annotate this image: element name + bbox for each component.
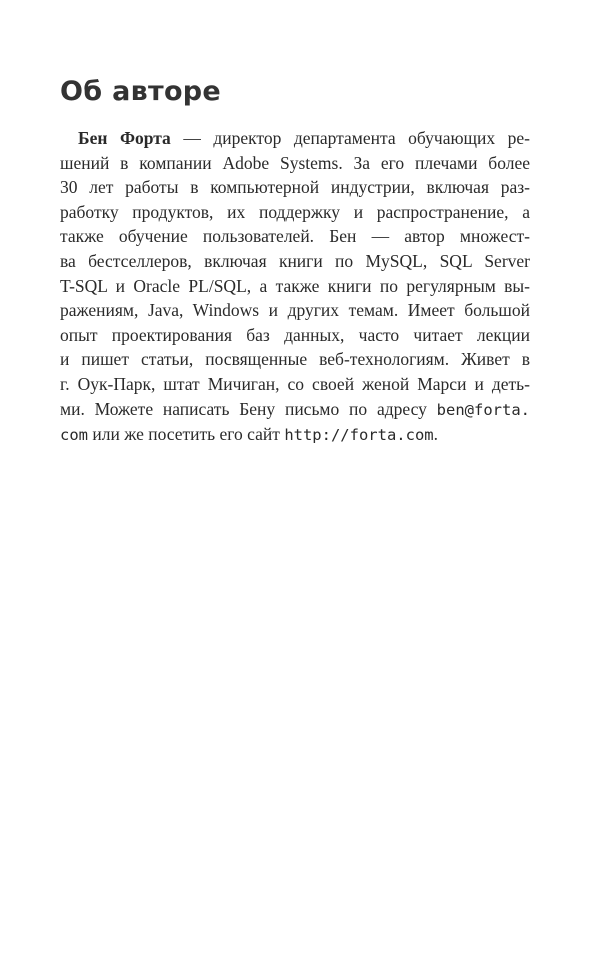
bio-line-7: T-SQL и Oracle PL/SQL, а также книги по регулярным вы- <box>60 275 530 296</box>
bio-text: ми. Можете написать Бену письмо по адресу <box>60 398 437 419</box>
bio-line-2: шений в компании Adobe Systems. За его плечами более <box>60 152 530 173</box>
website-url: http://forta.com <box>284 426 434 445</box>
section-title: Об авторе <box>60 76 222 107</box>
bio-line-6: ва бестселлеров, включая книги по MySQL, SQL Server <box>60 250 530 271</box>
bio-text: или же посетить его сайт <box>88 424 285 445</box>
bio-line-4: работку продуктов, их поддержку и распространение, а <box>60 201 530 222</box>
author-bio-paragraph <box>60 126 530 448</box>
bio-line-1 <box>60 126 530 151</box>
bio-line-9: опыт проектирования баз данных, часто читает лекции <box>60 324 530 345</box>
email-address: ben@forta. <box>436 400 530 419</box>
bio-line-3: 30 лет работы в компьютерной индустрии, включая раз- <box>60 177 530 198</box>
bio-line-8: ражениям, Java, Windows и других темам. Имеет большой <box>60 300 530 321</box>
email-address-continued: com <box>60 426 88 445</box>
bio-line-13 <box>60 422 530 448</box>
bio-line-11: г. Оук-Парк, штат Мичиган, со своей женой Марси и деть- <box>60 373 530 394</box>
bio-line-12 <box>60 397 530 423</box>
bio-line-5: также обучение пользователей. Бен — автор множест- <box>60 226 530 247</box>
bio-text: — директор департамента обучающих ре- <box>170 128 531 148</box>
bio-text: . <box>433 424 438 445</box>
author-name: Бен Форта <box>78 128 171 148</box>
bio-line-10: и пишет статьи, посвященные веб-технологиям. Живет в <box>60 349 530 370</box>
